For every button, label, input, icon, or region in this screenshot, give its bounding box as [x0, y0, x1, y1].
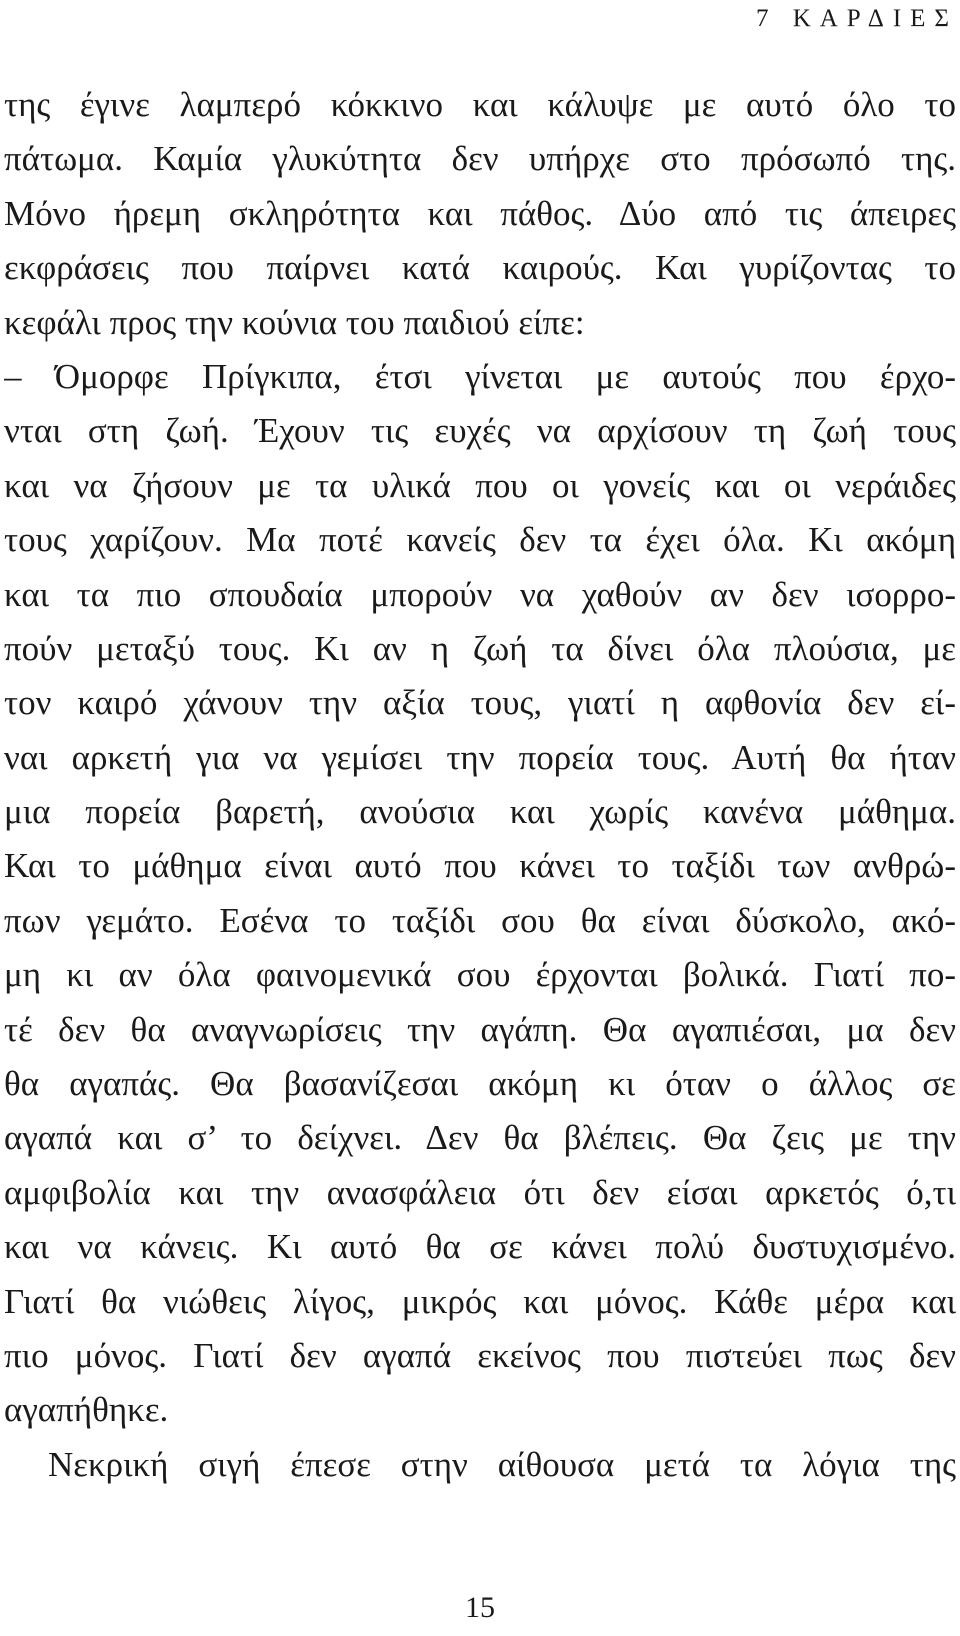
text-line: Και το μάθημα είναι αυτό που κάνει το ταξίδι των ανθρώ- [4, 846, 956, 886]
text-line: πάτωμα. Καμία γλυκύτητα δεν υπήρχε στο πρόσωπό της. [4, 139, 956, 179]
text-line: αγαπήθηκε. [4, 1390, 169, 1430]
text-line: πων γεμάτο. Εσένα το ταξίδι σου θα είναι δύσκολο, ακό- [4, 900, 956, 940]
text-line: θα αγαπάς. Θα βασανίζεσαι ακόμη κι όταν ο άλλος σε [4, 1064, 956, 1104]
text-line: αμφιβολία και την ανασφάλεια ότι δεν είσαι αρκετός ό,τι [4, 1172, 956, 1212]
page-number: 15 [465, 1591, 495, 1624]
text-line: και τα πιο σπουδαία μπορούν να χαθούν αν δεν ισορρο- [4, 574, 956, 614]
text-line: αγαπά και σ’ το δείχνει. Δεν θα βλέπεις. Θα ζεις με την [4, 1118, 956, 1158]
dialogue-line: – Όμορφε Πρίγκιπα, έτσι γίνεται με αυτούς που έρχο- [4, 356, 956, 396]
text-line: μια πορεία βαρετή, ανούσια και χωρίς κανένα μάθημα. [4, 792, 956, 832]
text-line: πούν μεταξύ τους. Κι αν η ζωή τα δίνει όλα πλούσια, με [4, 628, 956, 668]
text-line: και να ζήσουν με τα υλικά που οι γονείς και οι νεράιδες [4, 465, 956, 505]
text-line: και να κάνεις. Κι αυτό θα σε κάνει πολύ δυστυχισμένο. [4, 1227, 956, 1267]
text-line: κεφάλι προς την κούνια του παιδιού είπε: [4, 302, 585, 342]
text-line: τους χαρίζουν. Μα ποτέ κανείς δεν τα έχει όλα. Κι ακόμη [4, 520, 956, 560]
text-line: πιο μόνος. Γιατί δεν αγαπά εκείνος που πιστεύει πως δεν [4, 1335, 956, 1375]
text-line: μη κι αν όλα φαινομενικά σου έρχονται βολικά. Γιατί πο- [4, 955, 956, 995]
text-line: τον καιρό χάνουν την αξία τους, γιατί η αφθονία δεν εί- [4, 683, 956, 723]
running-header: 7 ΚΑΡΔΙΕΣ [755, 5, 958, 32]
text-line: ναι αρκετή για να γεμίσει την πορεία τους. Αυτή θα ήταν [4, 737, 956, 777]
body-text [4, 78, 956, 1492]
text-line: Μόνο ήρεμη σκληρότητα και πάθος. Δύο από τις άπειρες [4, 193, 956, 233]
text-line: Γιατί θα νιώθεις λίγος, μικρός και μόνος. Κάθε μέρα και [4, 1281, 956, 1321]
text-line: νται στη ζωή. Έχουν τις ευχές να αρχίσουν τη ζωή τους [4, 411, 956, 451]
text-line: της έγινε λαμπερό κόκκινο και κάλυψε με αυτό όλο το [4, 85, 956, 124]
paragraph-first-line: Νεκρική σιγή έπεσε στην αίθουσα μετά τα λόγια της [48, 1444, 956, 1484]
text-line: τέ δεν θα αναγνωρίσεις την αγάπη. Θα αγαπιέσαι, μα δεν [4, 1009, 956, 1049]
text-line: εκφράσεις που παίρνει κατά καιρούς. Και γυρίζοντας το [4, 248, 956, 288]
